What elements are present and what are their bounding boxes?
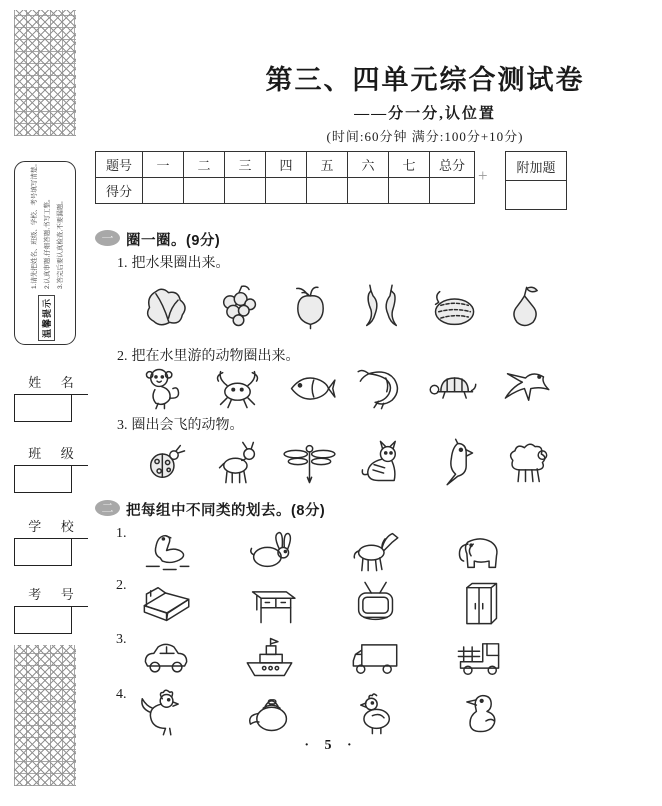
car-icon bbox=[138, 632, 193, 681]
q1-sub3-number: 3. bbox=[117, 418, 128, 433]
goat-icon bbox=[210, 438, 265, 487]
q2-row3-number: 3. bbox=[116, 632, 127, 647]
score-empty-cell bbox=[348, 178, 389, 204]
class-field bbox=[14, 443, 88, 493]
duck-icon bbox=[451, 688, 506, 737]
q2-row2-images bbox=[138, 578, 506, 626]
monkey-icon bbox=[138, 363, 193, 412]
class-field-box bbox=[14, 466, 72, 493]
ladybug-icon bbox=[138, 438, 193, 487]
score-table-cell: 四 bbox=[266, 152, 307, 178]
score-table-header-row bbox=[96, 152, 475, 178]
bonus-label-cell: 附加题 bbox=[506, 152, 567, 181]
school-field bbox=[14, 516, 88, 566]
q1-sub1-number: 1. bbox=[117, 256, 128, 271]
radish-icon bbox=[283, 283, 338, 332]
q1-sub2-text: 把在水里游的动物圈出来。 bbox=[131, 347, 300, 363]
q1-sub1-text: 把水果圈出来。 bbox=[131, 254, 230, 270]
swan-icon bbox=[138, 526, 193, 575]
desk-icon bbox=[242, 578, 297, 627]
truck-icon bbox=[451, 632, 506, 681]
name-field-label: 姓 名 bbox=[28, 375, 82, 390]
crab-icon bbox=[210, 363, 265, 412]
school-field-label: 学 校 bbox=[28, 519, 82, 534]
q1-title: 圈一圈。(9分) bbox=[126, 233, 221, 249]
q1-sub3-text: 圈出会飞的动物。 bbox=[131, 416, 244, 432]
score-table-cell: 一 bbox=[143, 152, 184, 178]
q1-sub3-images bbox=[138, 434, 553, 490]
q1-badge: 一 bbox=[95, 230, 120, 246]
score-table-cell: 总分 bbox=[430, 152, 475, 178]
score-table-cell: 题号 bbox=[96, 152, 143, 178]
exam-no-field-box bbox=[14, 607, 72, 634]
ship-icon bbox=[242, 632, 297, 681]
horse-icon bbox=[347, 526, 402, 575]
q2-row2-number: 2. bbox=[116, 578, 127, 593]
elephant-icon bbox=[451, 526, 506, 575]
box-truck-icon bbox=[347, 632, 402, 681]
q1-sub1-prompt bbox=[117, 252, 230, 272]
score-empty-cell bbox=[307, 178, 348, 204]
school-field-box bbox=[14, 539, 72, 566]
score-empty-cell bbox=[143, 178, 184, 204]
page-number: · 5 · bbox=[304, 738, 358, 753]
q1-sub1-images bbox=[140, 274, 552, 340]
score-table-score-row bbox=[96, 178, 475, 204]
score-table-cell: 六 bbox=[348, 152, 389, 178]
exam-notice-rotated bbox=[17, 160, 75, 341]
name-field bbox=[14, 372, 88, 422]
q2-badge: 二 bbox=[95, 500, 120, 516]
fish-icon bbox=[282, 363, 337, 412]
wardrobe-icon bbox=[451, 578, 506, 627]
q2-row3-images bbox=[138, 632, 506, 680]
q1-sub2-images bbox=[138, 364, 553, 410]
paper-time-score-info: (时间:60分钟 满分:100分+10分) bbox=[326, 129, 524, 144]
cat-icon bbox=[354, 438, 409, 487]
notice-line: 3.答完后要认真检查,不要漏题。 bbox=[56, 197, 64, 289]
exam-notice-title: 温馨提示 bbox=[38, 295, 55, 341]
score-empty-cell bbox=[184, 178, 225, 204]
name-field-box bbox=[14, 395, 72, 422]
score-label-cell: 得分 bbox=[96, 178, 143, 204]
peppers-icon bbox=[354, 283, 409, 332]
score-empty-cell bbox=[389, 178, 430, 204]
grapes-icon bbox=[211, 283, 266, 332]
parrot-icon bbox=[426, 438, 481, 487]
exam-no-field-label: 考 号 bbox=[28, 587, 82, 602]
dragonfly-icon bbox=[282, 438, 337, 487]
bonus-table bbox=[505, 151, 567, 210]
score-table-cell: 七 bbox=[389, 152, 430, 178]
score-table-cell: 五 bbox=[307, 152, 348, 178]
paper-subtitle: ——分一分,认位置 bbox=[354, 106, 496, 122]
bed-icon bbox=[138, 578, 193, 627]
shrimp-icon bbox=[354, 363, 409, 412]
exam-no-field bbox=[14, 584, 88, 634]
turtle-icon bbox=[426, 363, 481, 412]
paper-title: 第三、四单元综合测试卷 bbox=[265, 65, 585, 95]
hen-icon bbox=[347, 688, 402, 737]
q2-title: 把每组中不同类的划去。(8分) bbox=[126, 503, 326, 519]
cabbage-icon bbox=[140, 283, 195, 332]
rabbit-icon bbox=[242, 526, 297, 575]
notice-line: 2.认真审题,仔细答题,书写工整。 bbox=[43, 195, 51, 289]
exam-notice-box bbox=[14, 161, 76, 345]
score-empty-cell bbox=[225, 178, 266, 204]
score-table-cell: 二 bbox=[184, 152, 225, 178]
notice-line: 1.请先把姓名、班级、学校、考号填写清楚。 bbox=[30, 160, 38, 289]
score-empty-cell bbox=[266, 178, 307, 204]
q2-row1-images bbox=[138, 526, 506, 574]
q2-row1-number: 1. bbox=[116, 526, 127, 541]
swallow-icon bbox=[498, 363, 553, 412]
bonus-empty-cell bbox=[506, 181, 567, 210]
sheep-icon bbox=[498, 438, 553, 487]
score-table-cell: 三 bbox=[225, 152, 266, 178]
rooster-icon bbox=[138, 688, 193, 737]
kettle-icon bbox=[242, 688, 297, 737]
tv-icon bbox=[347, 578, 402, 627]
q2-row4-number: 4. bbox=[116, 687, 127, 702]
q2-row4-images bbox=[138, 687, 506, 737]
q1-sub2-number: 2. bbox=[117, 349, 128, 364]
plus-sign: + bbox=[478, 166, 488, 185]
ornament-pattern-bottom bbox=[14, 645, 76, 786]
score-empty-cell bbox=[430, 178, 475, 204]
ornament-pattern-top bbox=[14, 10, 76, 136]
pear-icon bbox=[497, 283, 552, 332]
watermelon-icon bbox=[426, 283, 481, 332]
q1-sub3-prompt bbox=[117, 414, 244, 434]
score-table bbox=[95, 151, 475, 204]
class-field-label: 班 级 bbox=[28, 446, 82, 461]
exam-notice-lines bbox=[29, 160, 64, 289]
